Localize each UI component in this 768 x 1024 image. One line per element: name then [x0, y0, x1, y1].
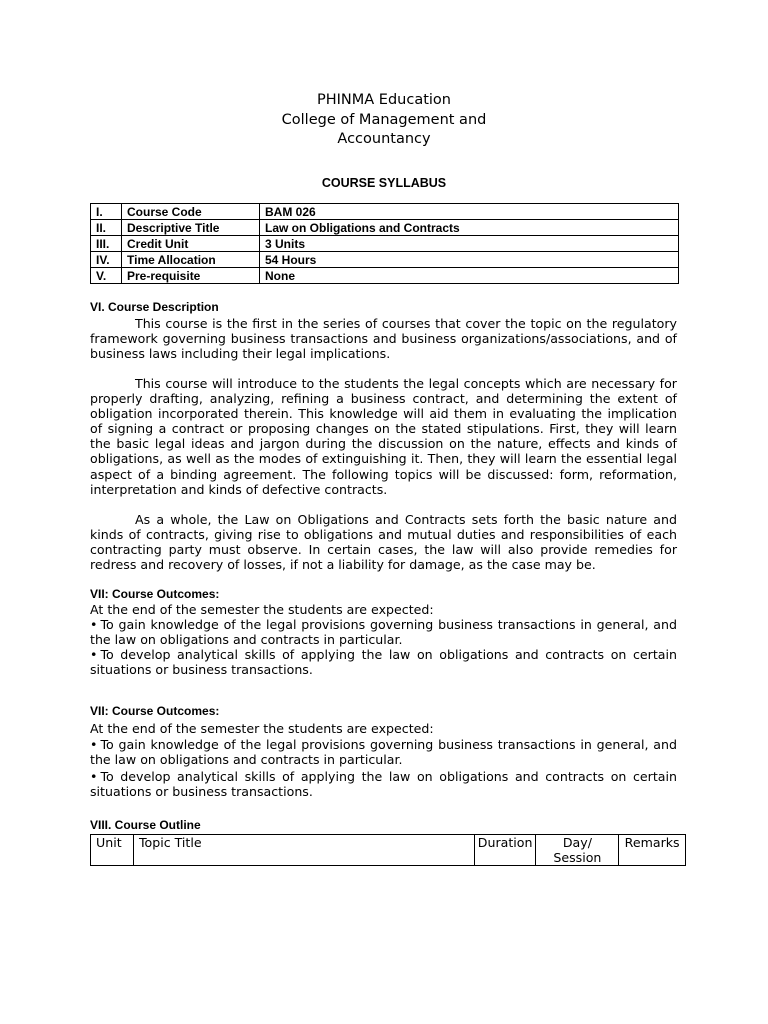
outcome-bullet — [90, 769, 677, 799]
row-number: III. — [91, 236, 122, 252]
row-label: Course Code — [122, 204, 260, 220]
bullet-marker: • — [90, 737, 98, 752]
outcome-text: To develop analytical skills of applying the law on obligations and contracts on certain situations or business transactions. — [90, 647, 677, 678]
outcome-text: To gain knowledge of the legal provisions governing business transactions in general, and the law on obligations and contracts in particular. — [90, 617, 677, 648]
description-paragraph: As a whole, the Law on Obligations and Contracts sets forth the basic nature and kinds of contracts, giving rise to obligations and mutual duties and responsibilities of each contracting party must observe. In certain cases, the law will also provide remedies for redress and recovery of losses, if not a liability for damage, as the case may be. — [90, 512, 677, 573]
table-row — [91, 268, 679, 284]
table-row — [91, 236, 679, 252]
row-value: 3 Units — [260, 236, 679, 252]
row-value: 54 Hours — [260, 252, 679, 268]
table-row — [91, 220, 679, 236]
table-row — [91, 252, 679, 268]
syllabus-title: COURSE SYLLABUS — [321, 176, 447, 190]
document-header — [0, 91, 768, 150]
column-header-topic-title: Topic Title — [133, 835, 474, 866]
row-label: Time Allocation — [122, 252, 260, 268]
college-name-line2: Accountancy — [337, 131, 431, 147]
college-name-line1: College of Management and — [281, 111, 487, 128]
column-header-remarks: Remarks — [619, 835, 686, 866]
outcome-bullet — [90, 737, 677, 767]
table-row — [91, 204, 679, 220]
course-info-table — [90, 203, 679, 284]
row-label: Pre-requisite — [122, 268, 260, 284]
row-number: IV. — [91, 252, 122, 268]
bullet-marker: • — [90, 769, 98, 784]
column-header-duration: Duration — [474, 835, 536, 866]
course-outcomes-heading: VII: Course Outcomes: — [90, 704, 220, 718]
outcome-bullet — [90, 647, 677, 677]
table-header-row — [91, 835, 686, 866]
bullet-marker: • — [90, 617, 98, 632]
course-outcomes-heading: VII: Course Outcomes: — [90, 587, 220, 601]
outcome-text: To develop analytical skills of applying the law on obligations and contracts on certain situations or business transactions. — [90, 769, 677, 800]
bullet-marker: • — [90, 647, 98, 662]
org-name: PHINMA Education — [317, 92, 451, 108]
column-header-unit: Unit — [91, 835, 134, 866]
outcome-bullet — [90, 617, 677, 647]
course-description-heading: VI. Course Description — [90, 300, 219, 314]
course-outline-heading: VIII. Course Outline — [90, 818, 201, 832]
description-paragraph: This course is the first in the series of courses that cover the topic on the regulatory framework governing business transactions and business organizations/associations, and of business laws including their legal implications. — [90, 316, 677, 362]
row-number: V. — [91, 268, 122, 284]
row-number: I. — [91, 204, 122, 220]
outcome-text: To gain knowledge of the legal provisions governing business transactions in general, and the law on obligations and contracts in particular. — [90, 737, 677, 768]
outcomes-intro: At the end of the semester the students are expected: — [90, 602, 434, 617]
row-value: BAM 026 — [260, 204, 679, 220]
column-header-day-session: Day/ Session — [536, 835, 619, 866]
row-value: Law on Obligations and Contracts — [260, 220, 679, 236]
outcomes-intro: At the end of the semester the students are expected: — [90, 721, 434, 736]
row-label: Credit Unit — [122, 236, 260, 252]
row-label: Descriptive Title — [122, 220, 260, 236]
course-outline-table — [90, 834, 686, 866]
description-paragraph: This course will introduce to the students the legal concepts which are necessary for properly drafting, analyzing, refining a business contract, and determining the extent of obligation incorporated therein. This knowledge will aid them in evaluating the implication of signing a contract or proposing changes on the stated stipulations. First, they will learn the basic legal ideas and jargon during the discussion on the nature, effects and kinds of obligations, as well as the modes of extinguishing it. Then, they will learn the essential legal aspect of a binding agreement. The following topics will be discussed: form, reformation, interpretation and kinds of defective contracts. — [90, 376, 677, 497]
row-number: II. — [91, 220, 122, 236]
row-value: None — [260, 268, 679, 284]
